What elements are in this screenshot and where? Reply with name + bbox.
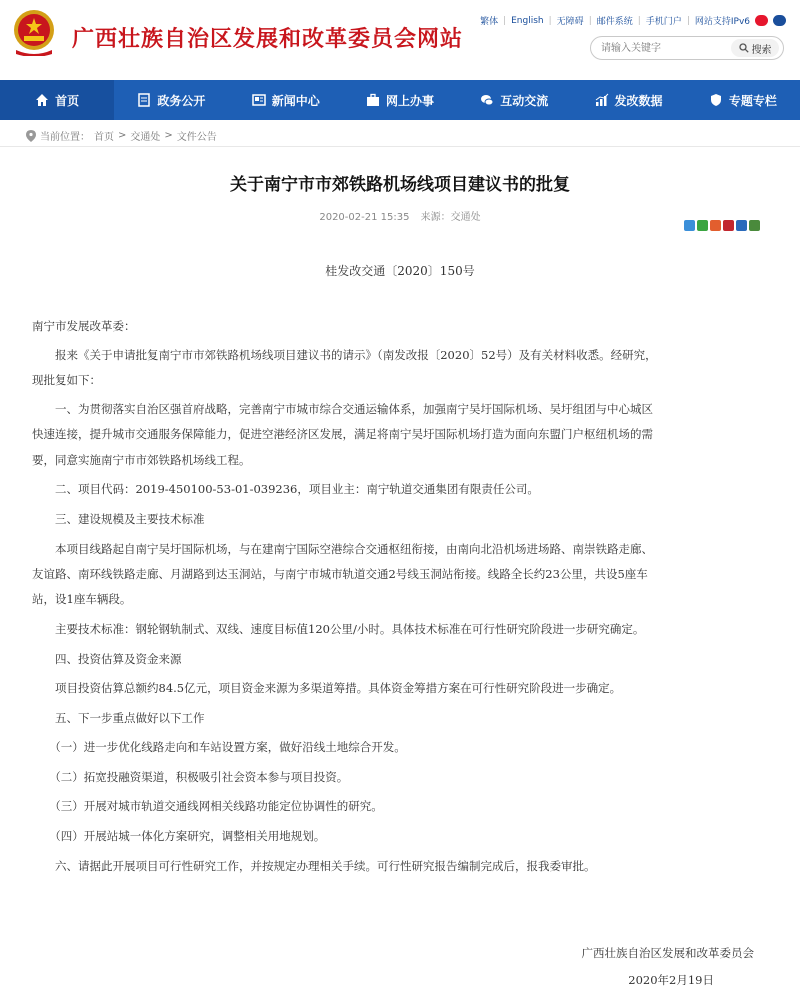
breadcrumb-notices[interactable]: 文件公告 [176,132,217,143]
share-qzone-icon[interactable] [684,220,695,231]
shield-icon [709,93,723,107]
share-qq-icon[interactable] [749,220,760,231]
article-title: 关于南宁市市郊铁路机场线项目建议书的批复 [230,175,570,195]
nav-label: 政务公开 [157,93,206,108]
signature-organization: 广西壮族自治区发展和改革委员会 [581,946,754,960]
breadcrumb-transport[interactable]: 交通处 [130,132,161,143]
news-icon [252,93,266,107]
chart-icon [595,93,609,107]
body-line: 友谊路、南环线铁路走廊、月湖路到达玉洞站，与南宁市城市轨道交通2号线玉洞站衔接。线路全长约23公里，共设5座车 [32,567,648,581]
body-line: （二）拓宽投融资渠道，积极吸引社会资本参与项目投资。 [32,770,349,784]
document-icon [137,93,151,107]
link-english[interactable]: English [511,15,544,26]
article-source: 来源：交通处 [420,212,481,223]
nav-label: 新闻中心 [271,93,320,108]
body-line: 五、下一步重点做好以下工作 [32,711,205,725]
nav-item-data[interactable] [571,80,685,120]
document-number: 桂发改交通〔2020〕150号 [325,264,475,278]
body-line: 一、为贯彻落实自治区强首府战略，完善南宁市城市综合交通运输体系，加强南宁吴圩国际机场、吴圩组团与中心城区 [32,402,653,416]
national-emblem-icon [12,6,56,56]
search-input[interactable] [601,41,719,55]
body-line: 南宁市发展改革委： [32,319,136,333]
nav-label: 互动交流 [500,93,549,108]
nav-item-news[interactable] [229,80,343,120]
search-icon [739,43,749,53]
top-links: 繁体 | English | 无障碍 | 邮件系统 | 手机门户 | 网站支持IPv6 [480,14,786,27]
nav-label: 网上办事 [385,93,434,108]
body-line: 本项目线路起自南宁吴圩国际机场，与在建南宁国际空港综合交通枢纽衔接，由南向北沿机场进场路、南崇铁路走廊、 [32,542,653,556]
body-line: 快速连接，提升城市交通服务保障能力，促进空港经济区发展，满足将南宁吴圩国际机场打造为面向东盟门户枢纽机场的需 [32,427,653,441]
share-renren-icon[interactable] [736,220,747,231]
link-accessibility[interactable]: 无障碍 [556,17,584,27]
search-button-label: 搜索 [751,44,772,56]
breadcrumb-home[interactable]: 首页 [94,132,114,143]
body-line: 二、项目代码：2019-450100-53-01-039236，项目业主：南宁轨道交通集团有限责任公司。 [32,482,539,496]
body-line: （四）开展站城一体化方案研究，调整相关用地规划。 [32,829,326,843]
nav-item-special-topics[interactable] [686,80,800,120]
briefcase-icon [366,93,380,107]
body-line: 四、投资估算及资金来源 [32,652,182,666]
search-box [590,36,784,60]
nav-item-online-service[interactable] [343,80,457,120]
body-line: 六、请据此开展项目可行性研究工作，并按规定办理相关手续。可行性研究报告编制完成后，报我委审批。 [32,859,596,873]
nav-item-interaction[interactable] [457,80,571,120]
share-douban-icon[interactable] [723,220,734,231]
nav-label: 发改数据 [614,93,663,108]
chat-icon [480,93,494,107]
share-bar [684,220,760,231]
body-line: 三、建设规模及主要技术标准 [32,512,205,526]
body-line: （一）进一步优化线路走向和车站设置方案，做好沿线土地综合开发。 [32,740,406,754]
location-pin-icon [26,130,36,142]
article-meta [0,208,800,223]
site-header [0,0,800,80]
body-line: 项目投资估算总额约84.5亿元，项目资金来源为多渠道筹措。具体资金筹措方案在可行性研究阶段进一步确定。 [32,681,622,695]
breadcrumb-sep: > [164,130,173,141]
nav-item-gov-affairs[interactable] [114,80,228,120]
signature-date: 2020年2月19日 [628,973,714,987]
search-button[interactable] [731,39,779,57]
nav-item-home[interactable] [0,80,114,120]
breadcrumb [26,128,217,143]
link-traditional[interactable]: 繁体 [480,17,499,27]
nav-label: 首页 [55,93,80,108]
wechat-icon[interactable] [773,15,786,26]
nav-label: 专题专栏 [728,93,777,108]
home-icon [35,93,49,107]
main-nav [0,80,800,120]
body-line: 主要技术标准：钢轮钢轨制式、双线、速度目标值120公里/小时。具体技术标准在可行性研究阶段进一步研究确定。 [32,622,645,636]
share-wechat-icon[interactable] [697,220,708,231]
link-mobile-portal[interactable]: 手机门户 [645,17,682,27]
weibo-icon[interactable] [755,15,768,26]
link-ipv6[interactable]: 网站支持IPv6 [694,17,750,27]
breadcrumb-prefix: 当前位置： [40,132,90,143]
breadcrumb-sep: > [118,130,127,141]
link-mail-system[interactable]: 邮件系统 [596,17,633,27]
body-line: （三）开展对城市轨道交通线网相关线路功能定位协调性的研究。 [32,799,383,813]
share-weibo-icon[interactable] [710,220,721,231]
site-title[interactable]: 广西壮族自治区发展和改革委员会网站 [72,27,464,52]
body-line: 现批复如下： [32,373,101,387]
article-date: 2020-02-21 15:35 [319,212,410,223]
body-line: 要，同意实施南宁市市郊铁路机场线工程。 [32,453,251,467]
body-line: 报来《关于申请批复南宁市市郊铁路机场线项目建议书的请示》（南发改报〔2020〕52号）及有关材料收悉。经研究， [32,348,657,362]
body-line: 站，设1座车辆段。 [32,592,132,606]
divider [0,146,800,147]
